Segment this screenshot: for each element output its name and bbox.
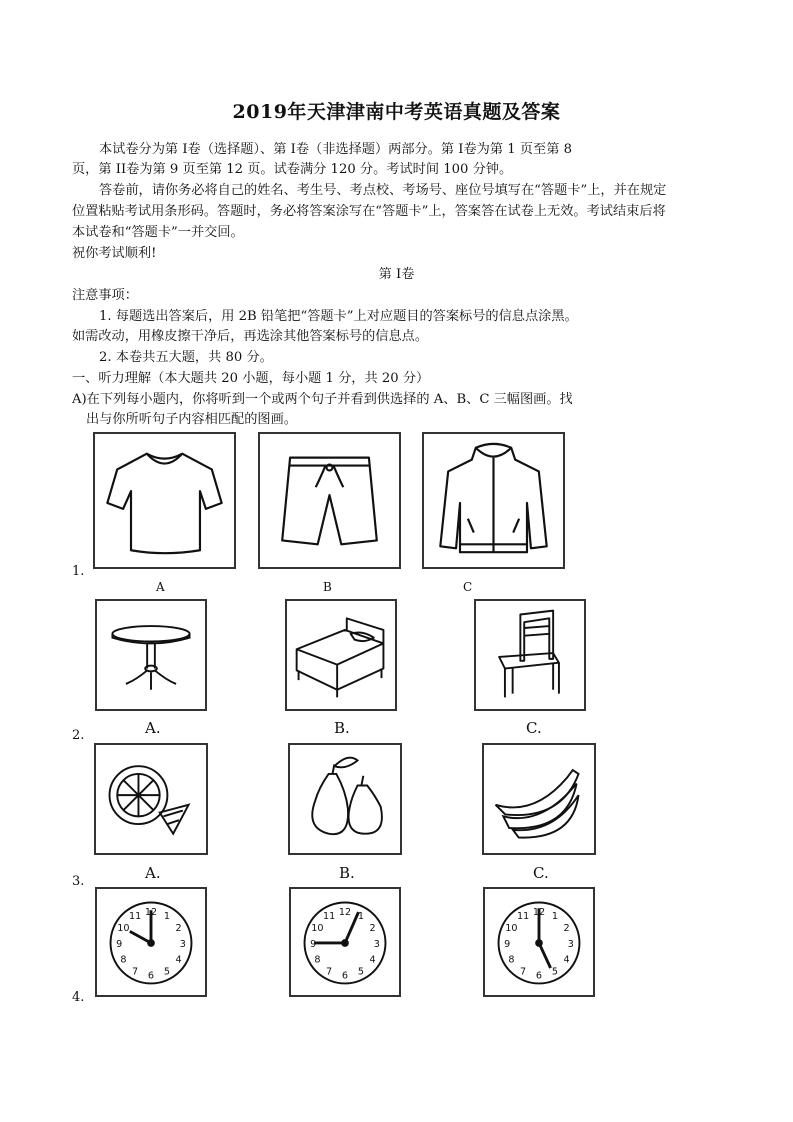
clock-numeral: 1 [551,911,558,923]
section-title: 第 I卷 [378,267,415,282]
option-image[interactable] [422,432,565,569]
bed-icon [287,601,395,709]
clock-icon [291,889,399,995]
page-title: 2019年天津津南中考英语真题及答案 [232,101,561,123]
option-label: C. [526,719,542,737]
clock-numeral: 8 [508,954,515,966]
question-number: 4. [72,990,85,1005]
clock-numeral: 1 [357,911,364,923]
clock-numeral: 7 [326,966,333,978]
orange-icon [96,745,206,853]
clock-numeral: 12 [532,907,546,919]
clock-numeral: 6 [341,970,349,982]
clock-numeral: 7 [520,966,527,978]
option-image[interactable] [93,432,236,569]
option-label: B. [334,719,350,737]
greeting-text: 祝你考试顺利! [72,246,157,261]
option-image[interactable] [289,887,401,997]
note-item: 2. 本卷共五大题，共 80 分。 [99,350,273,365]
question-number: 2. [72,728,85,743]
note-item: 1. 每题选出答案后，用 2B 铅笔把“答题卡”上对应题目的答案标号的信息点涂黑。 [99,309,578,324]
clock-numeral: 6 [535,970,543,982]
clock-numeral: 10 [505,922,518,934]
banana-icon [484,745,594,853]
option-image[interactable] [288,743,402,855]
option-label: A. [145,719,161,737]
clock-numeral: 10 [117,922,130,934]
clock-numeral: 3 [567,938,574,950]
clock-icon [485,889,593,995]
clock-numeral: 2 [369,922,376,934]
clock-numeral: 6 [147,970,155,982]
clock-numeral: 11 [516,911,530,923]
option-label: C. [533,864,549,882]
clock-numeral: 11 [128,911,142,923]
intro-text: 页，第 II卷为第 9 页至第 12 页。试卷满分 120 分。考试时间 100 分钟。 [72,162,513,177]
clock-numeral: 3 [373,938,380,950]
question-number: 1. [72,564,85,579]
clock-numeral: 4 [369,954,376,966]
clock-numeral: 4 [175,954,182,966]
option-label: B [323,580,332,594]
jacket-icon [424,434,563,567]
clock-numeral: 2 [175,922,182,934]
pear-icon [290,745,400,853]
option-image[interactable] [482,743,596,855]
question-number: 3. [72,874,85,889]
option-label: A [156,580,165,594]
clock-numeral: 11 [322,911,336,923]
part-instruction: A)在下列每小题内，你将听到一个或两个句子并看到供选择的 A、B、C 三幅图画。找 [72,392,573,407]
intro-text: 本试卷和“答题卡”一并交回。 [72,225,244,240]
clock-numeral: 8 [314,954,321,966]
intro-text: 答卷前，请你务必将自己的姓名、考生号、考点校、考场号、座位号填写在“答题卡”上，并在规定 [99,183,667,198]
clock-numeral: 5 [551,966,558,978]
notes-heading: 注意事项： [72,288,138,303]
option-label: B. [339,864,355,882]
clock-icon [97,889,205,995]
option-image[interactable] [94,743,208,855]
clock-numeral: 9 [116,938,123,950]
chair-icon [476,601,584,709]
note-item: 如需改动，用橡皮擦干净后，再选涂其他答案标号的信息点。 [72,329,429,344]
clock-numeral: 9 [310,938,317,950]
option-label: C [463,580,473,594]
clock-numeral: 12 [144,907,158,919]
part-heading: 一、听力理解（本大题共 20 小题，每小题 1 分，共 20 分） [72,371,430,386]
clock-numeral: 4 [563,954,570,966]
clock-numeral: 3 [179,938,186,950]
intro-text: 本试卷分为第 I卷（选择题）、第 I卷（非选择题）两部分。第 I卷为第 1 页至第 8 [99,142,572,157]
part-instruction: 出与你所听句子内容相匹配的图画。 [86,412,297,427]
option-image[interactable] [474,599,586,711]
clock-numeral: 9 [504,938,511,950]
option-label: A. [145,864,161,882]
clock-numeral: 1 [163,911,170,923]
clock-numeral: 5 [163,966,170,978]
option-image[interactable] [258,432,401,569]
clock-numeral: 8 [120,954,127,966]
t-shirt-icon [95,434,234,567]
clock-numeral: 5 [357,966,364,978]
option-image[interactable] [95,887,207,997]
option-image[interactable] [95,599,207,711]
intro-text: 位置粘贴考试用条形码。答题时，务必将答案涂写在“答题卡”上，答案答在试卷上无效。考试结束后将 [72,204,666,219]
option-image[interactable] [285,599,397,711]
clock-numeral: 7 [132,966,139,978]
clock-numeral: 10 [311,922,324,934]
clock-numeral: 2 [563,922,570,934]
table-icon [97,601,205,709]
shorts-icon [260,434,399,567]
option-image[interactable] [483,887,595,997]
clock-numeral: 12 [338,907,352,919]
